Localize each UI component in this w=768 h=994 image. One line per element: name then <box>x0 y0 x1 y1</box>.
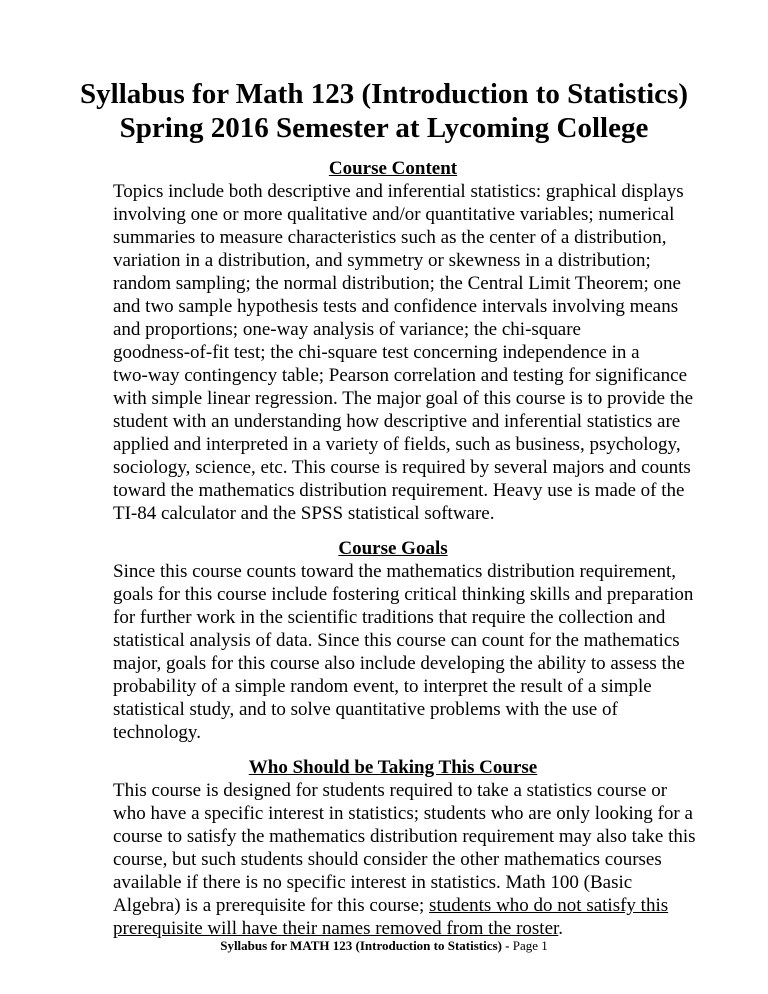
text-line: goals for this course include fostering critical thinking skills and preparation <box>113 584 694 605</box>
text-line: course to satisfy the mathematics distribution requirement may also take this <box>113 826 696 847</box>
text-line: toward the mathematics distribution requirement. Heavy use is made of the <box>113 480 685 501</box>
title-line-2: Spring 2016 Semester at Lycoming College <box>119 112 649 144</box>
text-line: available if there is no specific interest in statistics. Math 100 (Basic <box>113 872 633 893</box>
text-line: sociology, science, etc. This course is required by several majors and counts <box>113 457 691 478</box>
text-line: probability of a simple random event, to interpret the result of a simple <box>113 676 652 697</box>
footer-label: Syllabus for MATH 123 (Introduction to Statistics) - <box>220 938 510 953</box>
paragraph-audience <box>113 779 696 940</box>
prerequisite-warning: students who do not satisfy this <box>429 895 669 916</box>
text-line: summaries to measure characteristics such as the center of a distribution, <box>113 227 667 248</box>
paragraph-course-content <box>113 180 694 525</box>
text-line: technology. <box>113 722 201 743</box>
text-segment: Algebra) is a prerequisite for this course; <box>113 895 430 916</box>
paragraph-course-goals <box>113 560 694 744</box>
title-line-1: Syllabus for Math 123 (Introduction to Statistics) <box>80 78 688 110</box>
text-line: for further work in the scientific traditions that require the collection and <box>113 607 666 628</box>
section-course-goals <box>113 537 694 744</box>
text-line: applied and interpreted in a variety of fields, such as business, psychology, <box>113 434 681 455</box>
text-line: Since this course counts toward the mathematics distribution requirement, <box>113 561 677 582</box>
text-line: goodness-of-fit test; the chi-square test concerning independence in a <box>113 342 640 363</box>
text-line: involving one or more qualitative and/or quantitative variables; numerical <box>113 204 675 225</box>
section-audience <box>113 756 696 940</box>
page-footer <box>0 938 768 954</box>
text-line: course, but such students should consider the other mathematics courses <box>113 849 662 870</box>
text-line: and two sample hypothesis tests and confidence intervals involving means <box>113 296 679 317</box>
document-title <box>40 77 728 145</box>
heading-who-should-take: Who Should be Taking This Course <box>248 757 538 778</box>
text-line <box>113 917 673 940</box>
text-line: who have a specific interest in statistics; students who are only looking for a <box>113 803 693 824</box>
text-line: major, goals for this course also include developing the ability to assess the <box>113 653 685 674</box>
text-segment: . <box>558 918 564 939</box>
text-line: student with an understanding how descriptive and inferential statistics are <box>113 411 681 432</box>
text-line: two-way contingency table; Pearson correlation and testing for significance <box>113 365 688 386</box>
heading-course-goals: Course Goals <box>338 538 448 559</box>
text-line: Topics include both descriptive and inferential statistics: graphical displays <box>113 181 684 202</box>
text-line: random sampling; the normal distribution; the Central Limit Theorem; one <box>113 273 681 294</box>
text-line <box>113 894 673 917</box>
text-line: statistical study, and to solve quantitative problems with the use of <box>113 699 618 720</box>
heading-course-content: Course Content <box>328 158 458 179</box>
footer-page-number: Page 1 <box>509 938 548 953</box>
text-line: and proportions; one-way analysis of variance; the chi-square <box>113 319 581 340</box>
text-line: TI-84 calculator and the SPSS statistical software. <box>113 503 495 524</box>
section-course-content <box>113 157 694 525</box>
text-line: statistical analysis of data. Since this course can count for the mathematics <box>113 630 680 651</box>
text-line: This course is designed for students required to take a statistics course or <box>113 780 668 801</box>
prerequisite-warning-continued: prerequisite will have their names removed from the roster <box>113 918 559 939</box>
text-line: variation in a distribution, and symmetry or skewness in a distribution; <box>113 250 651 271</box>
text-line: with simple linear regression. The major goal of this course is to provide the <box>113 388 694 409</box>
